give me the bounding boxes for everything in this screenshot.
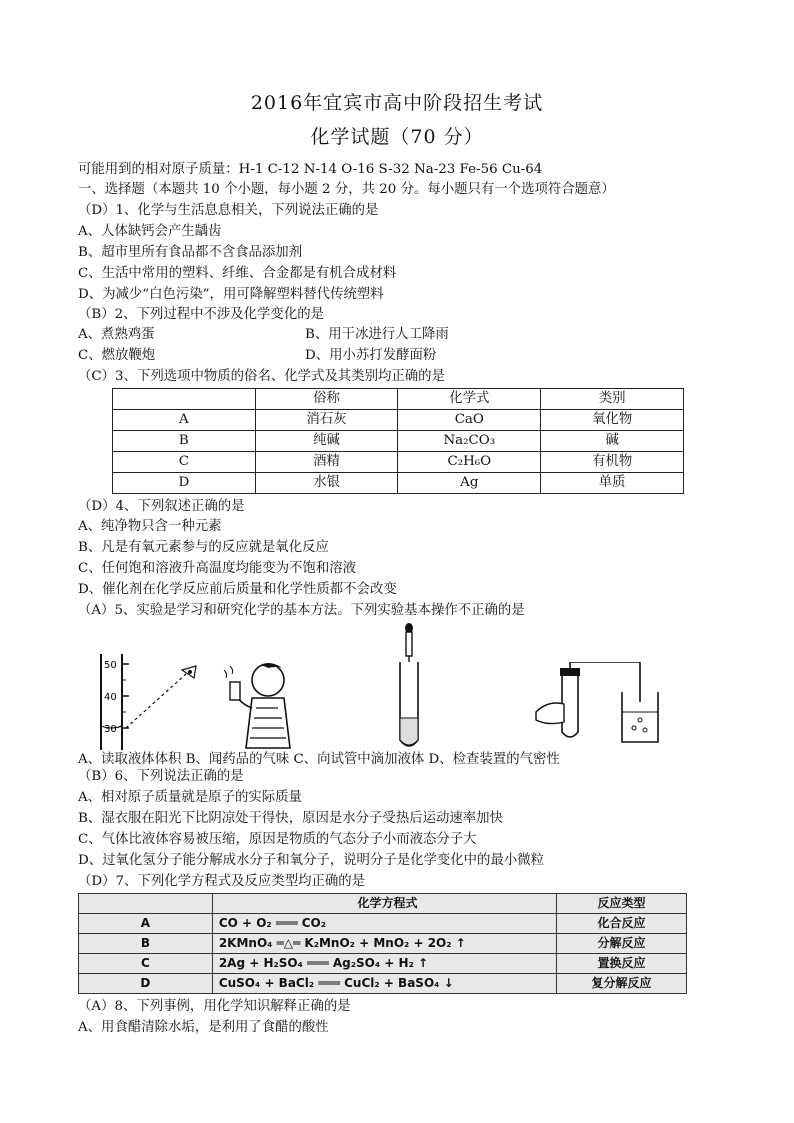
exam-subtitle: 化学试题（70 分） bbox=[310, 126, 484, 148]
table-cell: 氧化物 bbox=[541, 410, 684, 431]
table-row bbox=[79, 954, 687, 974]
table-header-cell: 类别 bbox=[541, 389, 684, 410]
question-7-table bbox=[78, 893, 687, 994]
table-cell: D bbox=[113, 473, 256, 494]
question-1-option-d: D、为减少“白色污染”，用可降解塑料替代传统塑料 bbox=[78, 287, 384, 302]
table-cell: 分解反应 bbox=[557, 934, 687, 954]
table-cell: 单质 bbox=[541, 473, 684, 494]
question-4-option-c: C、任何饱和溶液升高温度均能变为不饱和溶液 bbox=[78, 561, 357, 576]
question-8-option-a: A、用食醋清除水垢，是利用了食醋的酸性 bbox=[78, 1020, 329, 1035]
question-6-option-d: D、过氧化氢分子能分解成水分子和氧分子，说明分子是化学变化中的最小微粒 bbox=[78, 853, 545, 868]
question-6-option-a: A、相对原子质量就是原子的实际质量 bbox=[78, 790, 302, 805]
table-cell: 水银 bbox=[255, 473, 398, 494]
atomic-mass-line: 可能用到的相对原子质量：H-1 C-12 N-14 O-16 S-32 Na-23 Fe-56 Cu-64 bbox=[78, 162, 543, 177]
question-6-option-c: C、气体比液体容易被压缩，原因是物质的气态分子小而液态分子大 bbox=[78, 832, 477, 847]
table-cell: A bbox=[113, 410, 256, 431]
table-cell: 纯碱 bbox=[255, 431, 398, 452]
question-5-stem: （A）5、实验是学习和研究化学的基本方法。下列实验基本操作不正确的是 bbox=[78, 603, 525, 618]
table-cell: 复分解反应 bbox=[557, 974, 687, 994]
question-1-option-a: A、人体缺钙会产生龋齿 bbox=[78, 224, 222, 239]
smelling-figure bbox=[216, 652, 306, 752]
question-6-stem: （B）6、下列说法正确的是 bbox=[78, 769, 244, 784]
table-cell: D bbox=[79, 974, 213, 994]
table-row bbox=[79, 914, 687, 934]
hand-icon bbox=[536, 703, 564, 724]
question-2-option-b: B、用干冰进行人工降雨 bbox=[305, 327, 449, 342]
question-2-stem: （B）2、下列过程中不涉及化学变化的是 bbox=[78, 307, 324, 322]
scale-label: 30 bbox=[104, 724, 117, 735]
graduated-cylinder-figure bbox=[98, 652, 208, 752]
table-cell: 化合反应 bbox=[557, 914, 687, 934]
table-cell: 2KMnO₄ ═△═ K₂MnO₂ + MnO₂ + 2O₂ ↑ bbox=[212, 934, 556, 954]
dropper-test-tube-figure bbox=[388, 622, 428, 752]
table-cell: A bbox=[79, 914, 213, 934]
question-2-option-a: A、煮熟鸡蛋 bbox=[78, 327, 155, 342]
table-header-cell bbox=[113, 389, 256, 410]
table-header-cell: 反应类型 bbox=[557, 894, 687, 914]
table-header-row bbox=[79, 894, 687, 914]
table-cell: C bbox=[113, 452, 256, 473]
question-5-figure-captions: A、读取液体体积 B、闻药品的气味 C、向试管中滴加液体 D、检查装置的气密性 bbox=[78, 752, 560, 767]
table-header-cell: 化学方程式 bbox=[212, 894, 556, 914]
table-cell: B bbox=[79, 934, 213, 954]
question-7-stem: （D）7、下列化学方程式及反应类型均正确的是 bbox=[78, 874, 366, 889]
table-header-cell: 俗称 bbox=[255, 389, 398, 410]
table-cell: CO + O₂ ═══ CO₂ bbox=[212, 914, 556, 934]
question-4-option-a: A、纯净物只含一种元素 bbox=[78, 519, 222, 534]
question-4-stem: （D）4、下列叙述正确的是 bbox=[78, 499, 245, 514]
table-header-cell: 化学式 bbox=[398, 389, 541, 410]
table-cell: 置换反应 bbox=[557, 954, 687, 974]
question-1-option-b: B、超市里所有食品都不含食品添加剂 bbox=[78, 245, 303, 260]
question-8-stem: （A）8、下列事例，用化学知识解释正确的是 bbox=[78, 999, 351, 1014]
table-cell: 消石灰 bbox=[255, 410, 398, 431]
table-row bbox=[79, 974, 687, 994]
table-cell: 2Ag + H₂SO₄ ═══ Ag₂SO₄ + H₂ ↑ bbox=[212, 954, 556, 974]
question-4-option-b: B、凡是有氧元素参与的反应就是氧化反应 bbox=[78, 540, 329, 555]
table-cell: 碱 bbox=[541, 431, 684, 452]
table-cell: Ag bbox=[398, 473, 541, 494]
question-3-table bbox=[112, 388, 684, 494]
table-cell: B bbox=[113, 431, 256, 452]
table-row bbox=[113, 473, 684, 494]
dropper-icon bbox=[406, 632, 412, 656]
exam-title: 2016年宜宾市高中阶段招生考试 bbox=[250, 92, 544, 114]
table-cell: Na₂CO₃ bbox=[398, 431, 541, 452]
table-cell: C bbox=[79, 954, 213, 974]
table-header-cell bbox=[79, 894, 213, 914]
section-heading: 一、选择题（本题共 10 个小题，每小题 2 分，共 20 分。每小题只有一个选项符合题意） bbox=[78, 182, 615, 197]
table-header-row bbox=[113, 389, 684, 410]
table-row bbox=[79, 934, 687, 954]
bottle-icon bbox=[230, 682, 240, 700]
question-3-stem: （C）3、下列选项中物质的俗名、化学式及其类别均正确的是 bbox=[78, 369, 445, 384]
table-row bbox=[113, 452, 684, 473]
table-cell: CaO bbox=[398, 410, 541, 431]
scale-label: 50 bbox=[104, 660, 117, 671]
table-row bbox=[113, 410, 684, 431]
airtightness-check-figure bbox=[530, 662, 670, 752]
question-2-option-c: C、燃放鞭炮 bbox=[78, 348, 156, 363]
table-cell: 有机物 bbox=[541, 452, 684, 473]
table-cell: C₂H₆O bbox=[398, 452, 541, 473]
question-6-option-b: B、湿衣服在阳光下比阴凉处干得快，原因是水分子受热后运动速率加快 bbox=[78, 811, 503, 826]
question-2-option-d: D、用小苏打发酵面粉 bbox=[305, 348, 437, 363]
table-cell: CuSO₄ + BaCl₂ ═══ CuCl₂ + BaSO₄ ↓ bbox=[212, 974, 556, 994]
table-cell: 酒精 bbox=[255, 452, 398, 473]
question-1-option-c: C、生活中常用的塑料、纤维、合金都是有机合成材料 bbox=[78, 266, 397, 281]
table-row bbox=[113, 431, 684, 452]
question-5-figures bbox=[78, 622, 718, 747]
question-4-option-d: D、催化剂在化学反应前后质量和化学性质都不会改变 bbox=[78, 582, 397, 597]
scale-label: 40 bbox=[104, 692, 117, 703]
question-1-stem: （D）1、化学与生活息息相关，下列说法正确的是 bbox=[78, 203, 379, 218]
